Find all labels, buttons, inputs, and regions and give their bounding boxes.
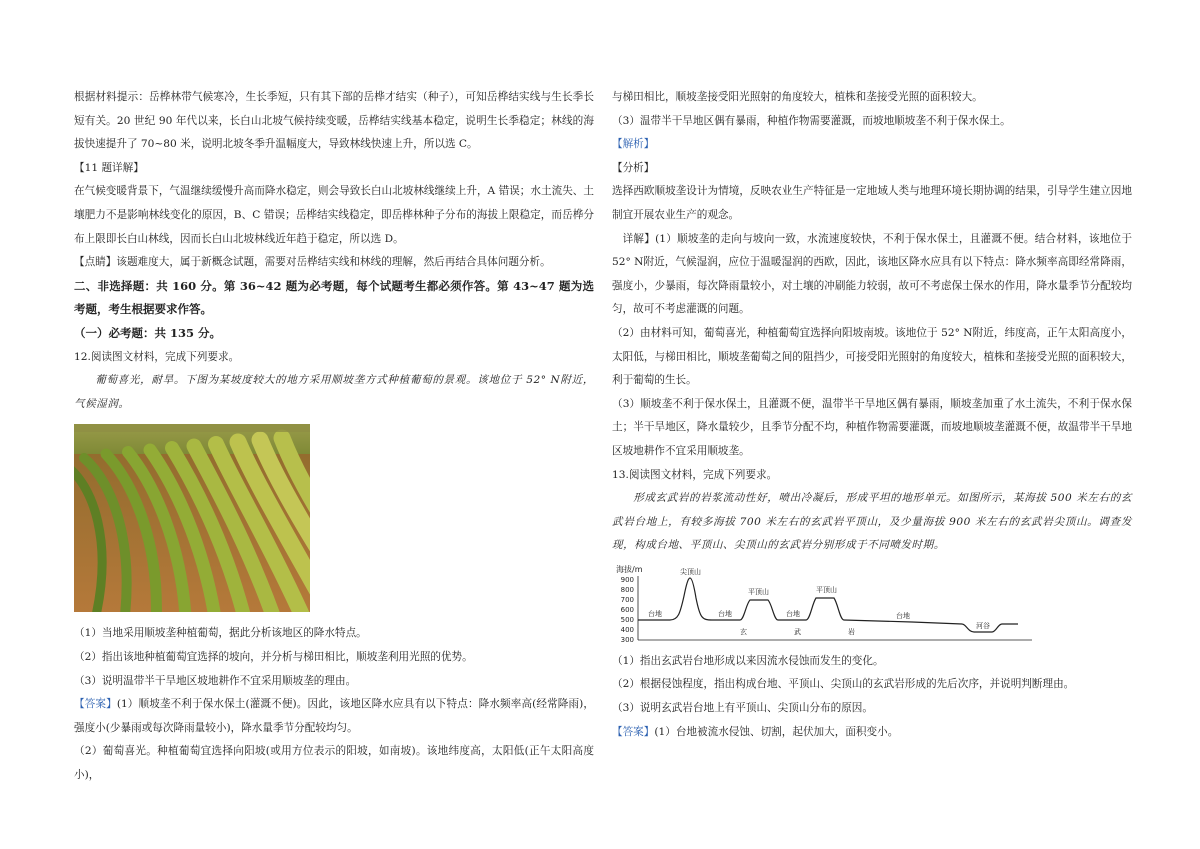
chart-ylabel: 海拔/m [616, 564, 643, 574]
question-3: （3）说明温带半干旱地区坡地耕作不宜采用顺坡垄的理由。 [74, 674, 357, 687]
section-label: 【11 题详解】 [74, 161, 144, 174]
chart-label-rock: 武 [794, 627, 801, 636]
answer-tag: 【答案】 [612, 725, 655, 738]
chart-label-pingding: 平顶山 [816, 585, 837, 594]
question-1: （1）当地采用顺坡垄种植葡萄，据此分析该地区的降水特点。 [74, 627, 367, 640]
answer-tag: 【答案】 [74, 698, 117, 711]
chart-label-jianding: 尖顶山 [680, 567, 701, 576]
subsection-heading: （一）必考题：共 135 分。 [74, 325, 222, 340]
vineyard-photo [74, 424, 310, 612]
section-heading: 二、非选择题：共 160 分。第 36~42 题为必考题，每个试题考生都必须作答。第 43~47 题为选考题，考生根据要求作答。 [74, 278, 594, 317]
material-text: 葡萄喜光，耐旱。下图为某坡度较大的地方采用顺坡垄方式种植葡萄的景观。该地位于 52° N附近，气候湿润。 [74, 374, 594, 410]
chart-label-hegu: 河谷 [976, 621, 990, 630]
question-intro: 13.阅读图文材料，完成下列要求。 [612, 468, 778, 481]
right-column [612, 86, 1132, 744]
ytick-label: 900 [620, 575, 634, 584]
ytick-label: 800 [620, 585, 634, 594]
chart-label-taidi: 台地 [648, 609, 662, 618]
analysis-tag: 【解析】 [612, 138, 655, 151]
ytick-label: 300 [620, 635, 634, 644]
chart-label-pingding: 平顶山 [748, 587, 769, 596]
paragraph: 根据材料提示：岳桦林带气候寒冷，生长季短，只有其下部的岳桦才结实（种子），可知岳桦结实线与生长季长短有关。20 世纪 90 年代以来，长白山北坡气候持续变暖，岳桦结实线基本稳定，说明生长季稳定；林线的海拔快速提升了 70~80 米，说明北坡冬季升温幅度大，导致林线快速上升，所以选 C。 [74, 91, 594, 151]
paragraph: 【点睛】该题难度大，属于新概念试题，需要对岳桦结实线和林线的理解，然后再结合具体问题分析。 [74, 256, 551, 269]
section-label: 【分析】 [612, 161, 655, 174]
left-column [74, 86, 594, 787]
chart-label-taidi: 台地 [786, 609, 800, 618]
paragraph: （3）温带半干旱地区偶有暴雨，种植作物需要灌溉，而坡地顺坡垄不利于保水保土。 [612, 114, 1011, 127]
question-3: （3）说明玄武岩台地上有平顶山、尖顶山分布的原因。 [612, 702, 873, 715]
question-1: （1）指出玄武岩台地形成以来因流水侵蚀而发生的变化。 [612, 654, 884, 667]
ytick-label: 400 [620, 625, 634, 634]
ytick-label: 700 [620, 595, 634, 604]
ytick-label: 600 [620, 605, 634, 614]
paragraph: 与梯田相比，顺坡垄接受阳光照射的角度较大，植株和垄接受光照的面积较大。 [612, 91, 983, 103]
question-intro: 12.阅读图文材料，完成下列要求。 [74, 350, 240, 363]
answer-2: （2）葡萄喜光。种植葡萄宜选择向阳坡(或用方位表示的阳坡，如南坡)。该地纬度高，太阳低(正午太阳高度小)， [74, 745, 594, 781]
chart-label-taidi: 台地 [718, 609, 732, 618]
paragraph: 在气候变暖背景下，气温继续缓慢升高而降水稳定，则会导致长白山北坡林线继续上升，A 错误；水土流失、土壤肥力不是影响林线变化的原因，B、C 错误；岳桦结实线稳定，即岳桦林种子分布的海拔上限稳定，而岳桦分布上限即长白山林线，因而长白山北坡林线近年趋于稳定，所以选 D。 [74, 185, 594, 245]
material-text: 形成玄武岩的岩浆流动性好，喷出冷凝后，形成平坦的地形单元。如图所示，某海拔 500 米左右的玄武岩台地上，有较多海拔 700 米左右的玄武岩平顶山，及少量海拔 900 米左右的玄武岩尖顶山。调查发现，构成台地、平顶山、尖顶山的玄武岩分别形成于不同喷发时期。 [612, 492, 1132, 552]
question-2: （2）指出该地种植葡萄宜选择的坡向，并分析与梯田相比，顺坡垄利用光照的优势。 [74, 650, 473, 663]
paragraph: 选择西欧顺坡垄设计为情境，反映农业生产特征是一定地域人类与地理环境长期协调的结果，引导学生建立因地制宜开展农业生产的观念。 [612, 185, 1132, 221]
paragraph: （3）顺坡垄不利于保水保土，且灌溉不便，温带半干旱地区偶有暴雨，顺坡垄加重了水土流失，不利于保水保土；半干旱地区，降水量较少，且季节分配不均，种植作物需要灌溉，而坡地顺坡垄灌溉不便，故温带半干旱地区坡地耕作不宜采用顺坡垄。 [612, 397, 1132, 457]
ytick-label: 500 [620, 615, 634, 624]
paragraph: （2）由材料可知，葡萄喜光，种植葡萄宜选择向阳坡南坡。该地位于 52° N附近，纬度高，正午太阳高度小，太阳低，与梯田相比，顺坡垄葡萄之间的阻挡少，可接受阳光照射的角度较大，植株和垄接受光照的面积较大，利于葡萄的生长。 [612, 326, 1132, 387]
chart-label-rock: 玄 [740, 627, 747, 636]
question-2: （2）根据侵蚀程度，指出构成台地、平顶山、尖顶山的玄武岩形成的先后次序，并说明判断理由。 [612, 678, 1075, 691]
chart-label-rock: 岩 [848, 627, 855, 636]
answer-1: 【答案】(1）台地被流水侵蚀、切割，起伏加大，面积变小。 [612, 725, 899, 738]
paragraph: 详解】(1）顺坡垄的走向与坡向一致，水流速度较快，不利于保水保土，且灌溉不便。结合材料，该地位于 52° N附近，气候湿润，应位于温暖湿润的西欧，因此，该地区降水应具有以下特点：降水频率高即经常降雨，强度小，少暴雨，每次降雨量较小，对土壤的冲刷能力较弱，故可不考虑保土保水的作用，降水量季节分配较均匀，故可不考虑灌溉的问题。 [612, 232, 1132, 316]
answer-1: 【答案】(1）顺坡垄不利于保水保土(灌溉不便)。因此，该地区降水应具有以下特点：降水频率高(经常降雨)，强度小(少暴雨或每次降雨量较小)，降水量季节分配较均匀。 [74, 698, 595, 734]
terrain-profile-chart [612, 562, 1042, 648]
chart-label-taidi: 台地 [896, 611, 910, 620]
